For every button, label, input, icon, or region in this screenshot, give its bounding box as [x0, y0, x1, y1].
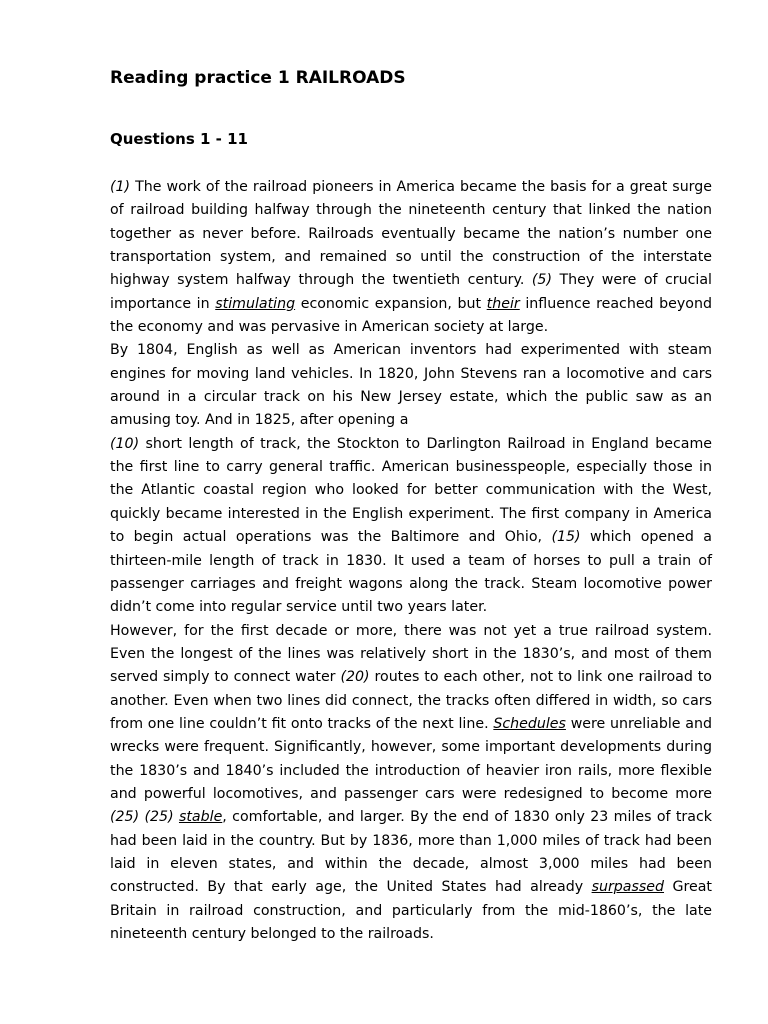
text-span: routes to each other, not to link one railroad to another. Even when two lines did connect, the tracks often differed in width, so cars from one line couldn’t fit onto tracks of the next line.	[110, 669, 712, 732]
line-number-10: (10)	[110, 435, 140, 452]
text-span: which opened a thirteen-mile length of track in 1830. It used a team of horses to pull a train of passenger carriages and freight wagons along the track. Steam locomotive power didn’t come into regular service until two years later.	[110, 529, 712, 616]
line-number-5: (5)	[531, 272, 552, 289]
text-span: , comfortable, and larger. By the end of 1830 only 23 miles of track had been laid in the country. But by 1836, more than 1,000 miles of track had been laid in eleven states, and within the decade, almost 3,000 miles had been constructed. By that early age, the United States had already	[110, 809, 712, 896]
underlined-word-surpassed: surpassed	[591, 879, 665, 896]
underlined-word-schedules: Schedules	[493, 715, 566, 732]
line-number-1: (1)	[110, 179, 131, 195]
text-span: However, for the first decade or more, there was not yet a true railroad system. Even the longest of the lines was relatively short in the 1830’s, and most of them served simply to connect water	[110, 622, 712, 686]
paragraph-3	[110, 433, 712, 620]
text-span: The work of the railroad pioneers in America became the basis for a great surge of railroad building halfway through the nineteenth century that linked the nation together as never before. Railroads eventually became the nation’s number one transportation system, and remained so until the construction of the interstate highway system halfway through the twentieth century.	[110, 179, 712, 289]
underlined-word-stimulating: stimulating	[215, 295, 296, 312]
paragraph-4	[110, 620, 712, 947]
reading-passage	[110, 176, 712, 946]
line-number-15: (15)	[551, 529, 581, 546]
text-span: Great Britain in railroad construction, and particularly from the mid-1860’s, the late nineteenth century belonged to the railroads.	[110, 879, 712, 942]
paragraph-2	[110, 339, 712, 432]
text-span: By 1804, English as well as American inventors had experimented with steam engines for moving land vehicles. In 1820, John Stevens ran a locomotive and cars around in a circular track on his New Jersey estate, which the public saw as an amusing toy. And in 1825, after opening a	[110, 342, 712, 429]
text-span: economic expansion, but	[295, 295, 487, 312]
underlined-word-their: their	[486, 295, 520, 312]
line-number-20: (20)	[340, 669, 370, 686]
page-title: Reading practice 1 RAILROADS	[110, 68, 406, 88]
underlined-word-stable: stable	[178, 809, 223, 826]
questions-heading: Questions 1 - 11	[110, 130, 248, 148]
text-span: They were of crucial importance in	[110, 272, 712, 312]
paragraph-1	[110, 176, 712, 339]
text-span: short length of track, the Stockton to Darlington Railroad in England became the first line to carry general traffic. American businesspeople, especially those in the Atlantic coastal region who looked for better communication with the West, quickly became interested in the English experiment. The first company in America to begin actual operations was the Baltimore and Ohio,	[110, 435, 712, 546]
line-number-25: (25) (25)	[110, 809, 174, 826]
text-span: influence reached beyond the economy and was pervasive in American society at large.	[110, 295, 712, 336]
text-span: were unreliable and wrecks were frequent. Significantly, however, some important developments during the 1830’s and 1840’s included the introduction of heavier iron rails, more flexible and powerful locomotives, and passenger cars were redesigned to become more	[110, 715, 712, 802]
